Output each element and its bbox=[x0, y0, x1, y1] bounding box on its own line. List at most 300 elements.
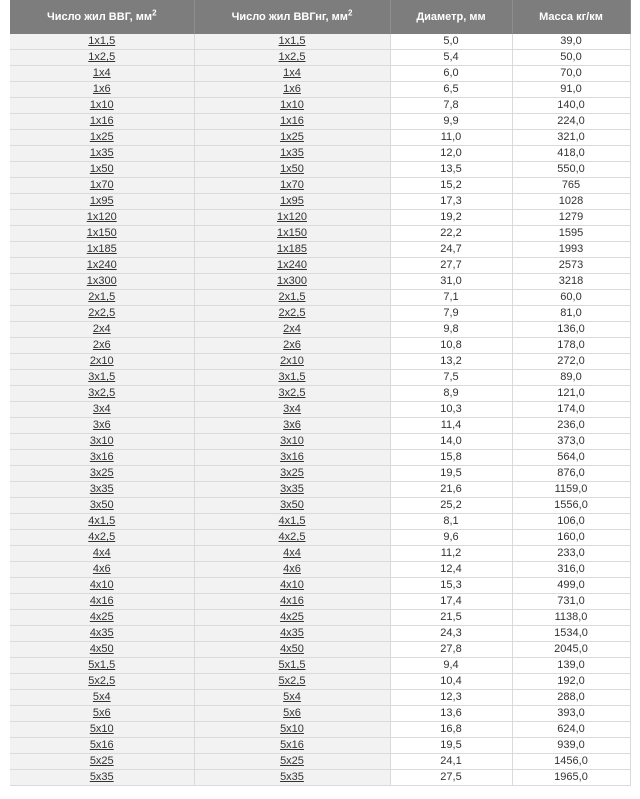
table-row bbox=[10, 82, 630, 98]
cable-link-vvg[interactable]: 2x4 bbox=[92, 323, 111, 335]
cable-link-vvgng[interactable]: 4x16 bbox=[280, 595, 304, 607]
cell-cores-vvgng bbox=[194, 418, 390, 434]
cable-link-vvg[interactable]: 3x2,5 bbox=[88, 387, 116, 399]
cell-diameter: 6,0 bbox=[390, 66, 512, 82]
table-row bbox=[10, 50, 630, 66]
cable-link-vvg[interactable]: 3x6 bbox=[92, 419, 111, 431]
cable-link-vvg[interactable]: 1x10 bbox=[89, 99, 114, 111]
cable-link-vvgng[interactable]: 4x4 bbox=[283, 547, 301, 559]
table-row bbox=[10, 354, 630, 370]
cable-link-vvgng[interactable]: 1x70 bbox=[280, 179, 304, 191]
cell-cores-vvg bbox=[10, 274, 194, 290]
cable-link-vvg[interactable]: 1x16 bbox=[89, 115, 114, 127]
cable-link-vvg[interactable]: 5x16 bbox=[89, 739, 114, 751]
cell-diameter: 9,9 bbox=[390, 114, 512, 130]
table-row bbox=[10, 66, 630, 82]
cell-cores-vvg bbox=[10, 434, 194, 450]
cell-cores-vvgng bbox=[194, 530, 390, 546]
cell-diameter: 24,7 bbox=[390, 242, 512, 258]
cell-mass: 624,0 bbox=[512, 722, 630, 738]
table-row bbox=[10, 434, 630, 450]
cell-cores-vvgng bbox=[194, 658, 390, 674]
cell-cores-vvgng bbox=[194, 338, 390, 354]
cable-link-vvg[interactable]: 3x25 bbox=[89, 467, 114, 479]
cell-mass: 765 bbox=[512, 178, 630, 194]
table-row bbox=[10, 306, 630, 322]
cable-link-vvgng[interactable]: 4x2,5 bbox=[278, 531, 306, 543]
cable-link-vvg[interactable]: 4x6 bbox=[92, 563, 111, 575]
cable-link-vvg[interactable]: 3x10 bbox=[89, 435, 114, 447]
cell-cores-vvgng bbox=[194, 322, 390, 338]
cell-diameter: 27,8 bbox=[390, 642, 512, 658]
cell-diameter: 9,6 bbox=[390, 530, 512, 546]
cell-cores-vvg bbox=[10, 306, 194, 322]
cell-diameter: 24,1 bbox=[390, 754, 512, 770]
table-row bbox=[10, 658, 630, 674]
cable-link-vvg[interactable]: 4x50 bbox=[89, 643, 114, 655]
cell-diameter: 10,8 bbox=[390, 338, 512, 354]
cell-diameter: 8,1 bbox=[390, 514, 512, 530]
table-row bbox=[10, 482, 630, 498]
cell-mass: 2045,0 bbox=[512, 642, 630, 658]
cell-cores-vvgng bbox=[194, 722, 390, 738]
cell-mass: 236,0 bbox=[512, 418, 630, 434]
cell-diameter: 7,8 bbox=[390, 98, 512, 114]
cable-link-vvgng[interactable]: 4x25 bbox=[280, 611, 304, 623]
table-row bbox=[10, 274, 630, 290]
cable-link-vvg[interactable]: 3x1,5 bbox=[88, 371, 116, 383]
cell-diameter: 10,3 bbox=[390, 402, 512, 418]
cell-cores-vvgng bbox=[194, 114, 390, 130]
cable-link-vvg[interactable]: 2x1,5 bbox=[88, 291, 116, 303]
cable-link-vvgng[interactable]: 3x25 bbox=[280, 467, 304, 479]
cable-link-vvgng[interactable]: 3x35 bbox=[280, 483, 304, 495]
cell-diameter: 19,2 bbox=[390, 210, 512, 226]
cell-cores-vvg bbox=[10, 34, 194, 50]
cell-cores-vvgng bbox=[194, 258, 390, 274]
cable-link-vvg[interactable]: 5x6 bbox=[92, 707, 111, 719]
cable-link-vvgng[interactable]: 4x6 bbox=[283, 563, 301, 575]
table-row bbox=[10, 626, 630, 642]
cable-link-vvgng[interactable]: 5x1,5 bbox=[278, 659, 306, 671]
cable-link-vvg[interactable]: 1x240 bbox=[86, 259, 117, 271]
header-cores-vvg-sup: 2 bbox=[152, 8, 157, 18]
cell-cores-vvg bbox=[10, 162, 194, 178]
table-row bbox=[10, 674, 630, 690]
cell-diameter: 10,4 bbox=[390, 674, 512, 690]
cable-specs-table bbox=[10, 0, 631, 786]
table-row bbox=[10, 194, 630, 210]
cable-link-vvgng[interactable]: 5x2,5 bbox=[278, 675, 306, 687]
cell-cores-vvgng bbox=[194, 146, 390, 162]
cell-mass: 1993 bbox=[512, 242, 630, 258]
cable-link-vvg[interactable]: 5x1,5 bbox=[88, 659, 116, 671]
header-cores-vvgng-sup: 2 bbox=[347, 8, 353, 18]
table-row bbox=[10, 498, 630, 514]
cell-diameter: 12,3 bbox=[390, 690, 512, 706]
cell-mass: 106,0 bbox=[512, 514, 630, 530]
cell-diameter: 14,0 bbox=[390, 434, 512, 450]
table-row bbox=[10, 738, 630, 754]
cell-cores-vvg bbox=[10, 338, 194, 354]
cable-link-vvgng[interactable]: 5x6 bbox=[283, 707, 301, 719]
cable-link-vvgng[interactable]: 1x2,5 bbox=[278, 51, 306, 63]
cable-link-vvg[interactable]: 1x120 bbox=[86, 211, 117, 223]
cell-mass: 3218 bbox=[512, 274, 630, 290]
table-row bbox=[10, 610, 630, 626]
table-row bbox=[10, 338, 630, 354]
cell-cores-vvgng bbox=[194, 754, 390, 770]
cell-mass: 70,0 bbox=[512, 66, 630, 82]
cable-link-vvgng[interactable]: 3x50 bbox=[280, 499, 304, 511]
cell-cores-vvg bbox=[10, 114, 194, 130]
table-row bbox=[10, 450, 630, 466]
cable-link-vvgng[interactable]: 2x2,5 bbox=[278, 307, 306, 319]
cable-link-vvg[interactable]: 5x10 bbox=[89, 723, 114, 735]
cell-mass: 1138,0 bbox=[512, 610, 630, 626]
cell-diameter: 7,1 bbox=[390, 290, 512, 306]
cable-link-vvgng[interactable]: 4x10 bbox=[280, 579, 304, 591]
table-row bbox=[10, 722, 630, 738]
cell-cores-vvgng bbox=[194, 642, 390, 658]
cable-link-vvg[interactable]: 1x50 bbox=[89, 163, 114, 175]
cable-link-vvg[interactable]: 3x16 bbox=[89, 451, 114, 463]
cell-cores-vvgng bbox=[194, 546, 390, 562]
cable-link-vvgng[interactable]: 1x16 bbox=[280, 115, 304, 127]
cell-cores-vvg bbox=[10, 770, 194, 786]
cable-link-vvgng[interactable]: 1x25 bbox=[280, 131, 304, 143]
table-row bbox=[10, 162, 630, 178]
cell-diameter: 27,5 bbox=[390, 770, 512, 786]
table-header bbox=[10, 0, 630, 34]
cable-link-vvg[interactable]: 2x2,5 bbox=[88, 307, 116, 319]
cell-diameter: 5,4 bbox=[390, 50, 512, 66]
table-row bbox=[10, 130, 630, 146]
cell-mass: 89,0 bbox=[512, 370, 630, 386]
cell-cores-vvgng bbox=[194, 162, 390, 178]
cell-cores-vvgng bbox=[194, 706, 390, 722]
cell-cores-vvg bbox=[10, 642, 194, 658]
cable-link-vvg[interactable]: 1x4 bbox=[92, 67, 111, 79]
cable-link-vvgng[interactable]: 4x1,5 bbox=[278, 515, 306, 527]
cable-table-container bbox=[10, 0, 640, 786]
table-row bbox=[10, 98, 630, 114]
cell-mass: 91,0 bbox=[512, 82, 630, 98]
cable-link-vvgng[interactable]: 1x240 bbox=[277, 259, 307, 271]
cable-link-vvg[interactable]: 1x185 bbox=[86, 243, 117, 255]
cable-link-vvgng[interactable]: 2x1,5 bbox=[278, 291, 306, 303]
cell-cores-vvg bbox=[10, 226, 194, 242]
cell-mass: 1556,0 bbox=[512, 498, 630, 514]
cell-diameter: 11,4 bbox=[390, 418, 512, 434]
table-row bbox=[10, 770, 630, 786]
cell-cores-vvg bbox=[10, 754, 194, 770]
cell-diameter: 9,8 bbox=[390, 322, 512, 338]
cable-link-vvgng[interactable]: 3x10 bbox=[280, 435, 304, 447]
cell-diameter: 17,3 bbox=[390, 194, 512, 210]
cell-mass: 418,0 bbox=[512, 146, 630, 162]
cell-cores-vvgng bbox=[194, 738, 390, 754]
cell-mass: 2573 bbox=[512, 258, 630, 274]
cable-link-vvg[interactable]: 1x25 bbox=[89, 131, 114, 143]
cell-mass: 373,0 bbox=[512, 434, 630, 450]
table-row bbox=[10, 594, 630, 610]
cell-diameter: 21,6 bbox=[390, 482, 512, 498]
cell-cores-vvgng bbox=[194, 194, 390, 210]
cell-cores-vvgng bbox=[194, 674, 390, 690]
cell-cores-vvgng bbox=[194, 354, 390, 370]
cable-link-vvgng[interactable]: 1x50 bbox=[280, 163, 304, 175]
table-row bbox=[10, 418, 630, 434]
cell-diameter: 7,9 bbox=[390, 306, 512, 322]
cell-mass: 50,0 bbox=[512, 50, 630, 66]
cable-link-vvg[interactable]: 4x35 bbox=[89, 627, 114, 639]
cable-link-vvgng[interactable]: 5x10 bbox=[280, 723, 304, 735]
cell-diameter: 25,2 bbox=[390, 498, 512, 514]
table-row bbox=[10, 402, 630, 418]
cell-cores-vvgng bbox=[194, 274, 390, 290]
cell-cores-vvg bbox=[10, 82, 194, 98]
cable-link-vvgng[interactable]: 3x2,5 bbox=[278, 387, 306, 399]
cell-cores-vvg bbox=[10, 418, 194, 434]
cell-diameter: 11,2 bbox=[390, 546, 512, 562]
cell-cores-vvg bbox=[10, 658, 194, 674]
cell-cores-vvg bbox=[10, 738, 194, 754]
cell-cores-vvg bbox=[10, 178, 194, 194]
cell-cores-vvgng bbox=[194, 498, 390, 514]
cell-cores-vvgng bbox=[194, 434, 390, 450]
cell-mass: 1595 bbox=[512, 226, 630, 242]
cable-link-vvg[interactable]: 3x35 bbox=[89, 483, 114, 495]
cell-cores-vvg bbox=[10, 210, 194, 226]
cable-link-vvg[interactable]: 4x10 bbox=[89, 579, 114, 591]
table-row bbox=[10, 146, 630, 162]
cell-mass: 39,0 bbox=[512, 34, 630, 50]
cell-mass: 140,0 bbox=[512, 98, 630, 114]
cell-diameter: 27,7 bbox=[390, 258, 512, 274]
cell-diameter: 16,8 bbox=[390, 722, 512, 738]
cell-cores-vvg bbox=[10, 66, 194, 82]
cell-mass: 499,0 bbox=[512, 578, 630, 594]
cable-link-vvg[interactable]: 5x35 bbox=[89, 771, 114, 783]
table-row bbox=[10, 562, 630, 578]
cable-link-vvg[interactable]: 1x35 bbox=[89, 147, 114, 159]
cable-link-vvg[interactable]: 2x6 bbox=[92, 339, 111, 351]
cell-cores-vvgng bbox=[194, 226, 390, 242]
header-row bbox=[10, 0, 630, 34]
cable-link-vvgng[interactable]: 3x4 bbox=[283, 403, 301, 415]
cell-mass: 81,0 bbox=[512, 306, 630, 322]
cell-mass: 1028 bbox=[512, 194, 630, 210]
cell-cores-vvgng bbox=[194, 370, 390, 386]
table-row bbox=[10, 178, 630, 194]
cable-link-vvg[interactable]: 4x16 bbox=[89, 595, 114, 607]
cable-link-vvgng[interactable]: 3x6 bbox=[283, 419, 301, 431]
cell-diameter: 19,5 bbox=[390, 466, 512, 482]
table-row bbox=[10, 386, 630, 402]
cable-link-vvg[interactable]: 1x300 bbox=[86, 275, 117, 287]
cable-link-vvgng[interactable]: 5x35 bbox=[280, 771, 304, 783]
cell-cores-vvgng bbox=[194, 578, 390, 594]
cell-cores-vvgng bbox=[194, 242, 390, 258]
table-row bbox=[10, 370, 630, 386]
cell-mass: 1456,0 bbox=[512, 754, 630, 770]
cell-diameter: 13,2 bbox=[390, 354, 512, 370]
cell-mass: 174,0 bbox=[512, 402, 630, 418]
cell-diameter: 9,4 bbox=[390, 658, 512, 674]
header-cores-vvgng bbox=[194, 0, 390, 34]
cell-cores-vvgng bbox=[194, 290, 390, 306]
cable-link-vvgng[interactable]: 1x95 bbox=[280, 195, 304, 207]
cell-cores-vvg bbox=[10, 722, 194, 738]
cell-cores-vvg bbox=[10, 482, 194, 498]
cell-diameter: 15,8 bbox=[390, 450, 512, 466]
header-cores-vvgng-label: Число жил ВВГнг, мм bbox=[231, 11, 348, 23]
cell-cores-vvgng bbox=[194, 210, 390, 226]
cell-diameter: 7,5 bbox=[390, 370, 512, 386]
cell-cores-vvgng bbox=[194, 386, 390, 402]
cable-link-vvg[interactable]: 1x1,5 bbox=[88, 35, 116, 47]
cell-cores-vvg bbox=[10, 674, 194, 690]
header-cores-vvg-label: Число жил ВВГ, мм bbox=[46, 11, 153, 23]
cell-cores-vvgng bbox=[194, 66, 390, 82]
table-row bbox=[10, 322, 630, 338]
cable-link-vvg[interactable]: 4x2,5 bbox=[88, 531, 116, 543]
cable-link-vvgng[interactable]: 1x185 bbox=[277, 243, 307, 255]
cell-cores-vvg bbox=[10, 146, 194, 162]
table-row bbox=[10, 290, 630, 306]
cell-diameter: 5,0 bbox=[390, 34, 512, 50]
cell-diameter: 17,4 bbox=[390, 594, 512, 610]
cable-link-vvgng[interactable]: 1x1,5 bbox=[278, 35, 306, 47]
cell-cores-vvgng bbox=[194, 82, 390, 98]
cable-link-vvg[interactable]: 5x25 bbox=[89, 755, 114, 767]
cable-link-vvg[interactable]: 4x25 bbox=[89, 611, 114, 623]
cell-mass: 160,0 bbox=[512, 530, 630, 546]
cell-mass: 233,0 bbox=[512, 546, 630, 562]
cell-cores-vvg bbox=[10, 322, 194, 338]
cable-link-vvgng[interactable]: 1x4 bbox=[283, 67, 301, 79]
table-row bbox=[10, 530, 630, 546]
cell-mass: 321,0 bbox=[512, 130, 630, 146]
cable-link-vvgng[interactable]: 3x1,5 bbox=[278, 371, 306, 383]
table-row bbox=[10, 514, 630, 530]
cell-cores-vvg bbox=[10, 354, 194, 370]
cell-diameter: 15,3 bbox=[390, 578, 512, 594]
cable-link-vvgng[interactable]: 1x150 bbox=[277, 227, 307, 239]
cell-mass: 192,0 bbox=[512, 674, 630, 690]
cable-link-vvgng[interactable]: 5x25 bbox=[280, 755, 304, 767]
cell-cores-vvgng bbox=[194, 306, 390, 322]
cable-link-vvg[interactable]: 4x4 bbox=[92, 547, 111, 559]
cell-diameter: 19,5 bbox=[390, 738, 512, 754]
cell-cores-vvgng bbox=[194, 178, 390, 194]
cell-cores-vvg bbox=[10, 514, 194, 530]
table-row bbox=[10, 546, 630, 562]
cell-cores-vvg bbox=[10, 466, 194, 482]
cable-link-vvgng[interactable]: 2x10 bbox=[280, 355, 304, 367]
table-row bbox=[10, 210, 630, 226]
cell-cores-vvg bbox=[10, 290, 194, 306]
cable-link-vvgng[interactable]: 2x4 bbox=[283, 323, 301, 335]
cable-link-vvg[interactable]: 1x95 bbox=[89, 195, 114, 207]
cell-cores-vvgng bbox=[194, 770, 390, 786]
cell-cores-vvg bbox=[10, 370, 194, 386]
cable-link-vvgng[interactable]: 3x16 bbox=[280, 451, 304, 463]
cable-link-vvg[interactable]: 5x2,5 bbox=[88, 675, 116, 687]
cable-link-vvg[interactable]: 2x10 bbox=[89, 355, 114, 367]
cell-mass: 393,0 bbox=[512, 706, 630, 722]
cell-cores-vvgng bbox=[194, 450, 390, 466]
cell-mass: 178,0 bbox=[512, 338, 630, 354]
cell-diameter: 31,0 bbox=[390, 274, 512, 290]
header-cores-vvg bbox=[10, 0, 194, 34]
table-row bbox=[10, 242, 630, 258]
cable-link-vvg[interactable]: 1x2,5 bbox=[88, 51, 116, 63]
cable-link-vvgng[interactable]: 1x10 bbox=[280, 99, 304, 111]
cell-cores-vvgng bbox=[194, 594, 390, 610]
cell-mass: 1279 bbox=[512, 210, 630, 226]
cell-cores-vvg bbox=[10, 530, 194, 546]
cell-cores-vvg bbox=[10, 594, 194, 610]
cell-diameter: 8,9 bbox=[390, 386, 512, 402]
cell-mass: 272,0 bbox=[512, 354, 630, 370]
cable-link-vvg[interactable]: 5x4 bbox=[92, 691, 111, 703]
cell-cores-vvgng bbox=[194, 482, 390, 498]
cable-link-vvg[interactable]: 1x6 bbox=[92, 83, 111, 95]
cell-mass: 731,0 bbox=[512, 594, 630, 610]
cable-link-vvgng[interactable]: 4x35 bbox=[280, 627, 304, 639]
cell-cores-vvg bbox=[10, 194, 194, 210]
cell-cores-vvg bbox=[10, 690, 194, 706]
cell-cores-vvgng bbox=[194, 466, 390, 482]
cell-cores-vvg bbox=[10, 50, 194, 66]
cable-link-vvg[interactable]: 1x70 bbox=[89, 179, 114, 191]
cell-cores-vvg bbox=[10, 546, 194, 562]
cell-cores-vvg bbox=[10, 98, 194, 114]
cable-link-vvgng[interactable]: 1x35 bbox=[280, 147, 304, 159]
cell-cores-vvg bbox=[10, 706, 194, 722]
table-row bbox=[10, 34, 630, 50]
cell-mass: 224,0 bbox=[512, 114, 630, 130]
cable-link-vvg[interactable]: 4x1,5 bbox=[88, 515, 116, 527]
cell-mass: 139,0 bbox=[512, 658, 630, 674]
cell-cores-vvgng bbox=[194, 98, 390, 114]
cell-mass: 564,0 bbox=[512, 450, 630, 466]
cable-link-vvgng[interactable]: 5x4 bbox=[283, 691, 301, 703]
cell-cores-vvg bbox=[10, 450, 194, 466]
cell-cores-vvg bbox=[10, 562, 194, 578]
cable-link-vvgng[interactable]: 2x6 bbox=[283, 339, 301, 351]
cable-link-vvgng[interactable]: 5x16 bbox=[280, 739, 304, 751]
cell-mass: 1159,0 bbox=[512, 482, 630, 498]
cable-link-vvg[interactable]: 1x150 bbox=[86, 227, 117, 239]
cell-cores-vvg bbox=[10, 626, 194, 642]
cable-link-vvg[interactable]: 3x50 bbox=[89, 499, 114, 511]
cable-link-vvg[interactable]: 3x4 bbox=[92, 403, 111, 415]
cell-cores-vvg bbox=[10, 402, 194, 418]
table-row bbox=[10, 706, 630, 722]
cell-cores-vvgng bbox=[194, 402, 390, 418]
cable-link-vvgng[interactable]: 1x6 bbox=[283, 83, 301, 95]
cell-diameter: 6,5 bbox=[390, 82, 512, 98]
cable-link-vvgng[interactable]: 4x50 bbox=[280, 643, 304, 655]
cable-link-vvgng[interactable]: 1x120 bbox=[277, 211, 307, 223]
cell-cores-vvgng bbox=[194, 130, 390, 146]
header-diameter: Диаметр, мм bbox=[390, 0, 512, 34]
cable-link-vvgng[interactable]: 1x300 bbox=[277, 275, 307, 287]
cell-cores-vvgng bbox=[194, 514, 390, 530]
